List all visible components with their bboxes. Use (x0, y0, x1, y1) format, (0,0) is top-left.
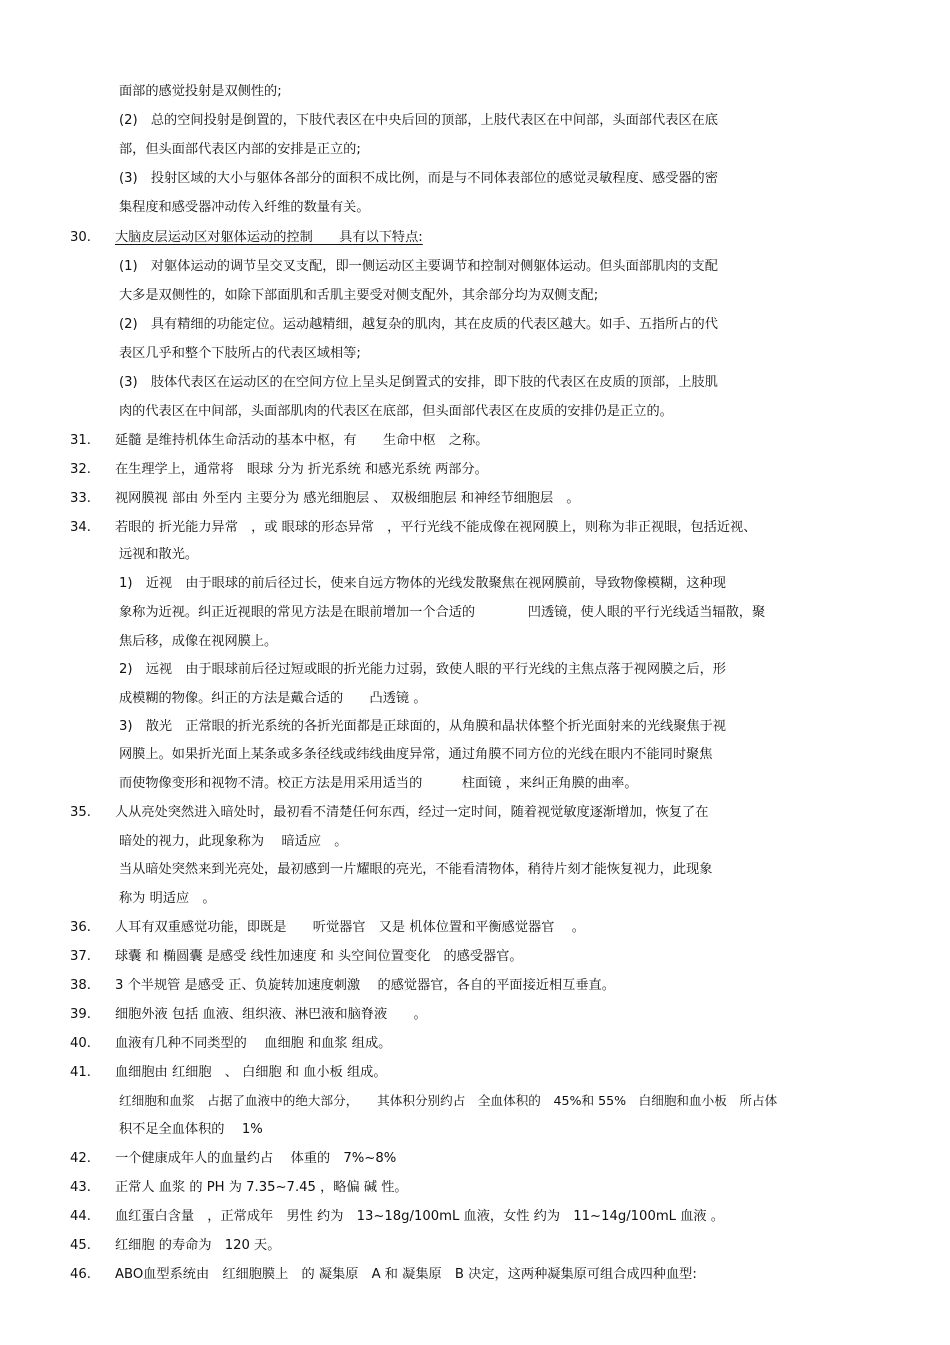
text-line: 在生理学上，通常将 眼球 分为 折光系统 和感光系统 两部分。 (115, 462, 488, 477)
item-number: 38. (70, 978, 91, 993)
item-number: 32. (70, 462, 91, 477)
text-line: 而使物像变形和视物不清。校正方法是用采用适当的 柱面镜 ，来纠正角膜的曲率。 (119, 776, 638, 791)
item-number: 31. (70, 433, 91, 448)
text-line: (1) 对躯体运动的调节呈交叉支配，即一侧运动区主要调节和控制对侧躯体运动。但头面部肌肉的支配 (119, 259, 718, 274)
item-number: 45. (70, 1238, 91, 1253)
text-line: 远视和散光。 (119, 547, 199, 562)
item-number: 43. (70, 1180, 91, 1195)
text-line: 人从亮处突然进入暗处时，最初看不清楚任何东西，经过一定时间，随着视觉敏度逐渐增加，恢复了在 (115, 805, 709, 820)
text-line: 血细胞由 红细胞 、 白细胞 和 血小板 组成。 (115, 1065, 387, 1080)
item-number: 35. (70, 805, 91, 820)
text-line: 部，但头面部代表区内部的安排是正立的; (119, 142, 361, 157)
text-line: 表区几乎和整个下肢所占的代表区域相等; (119, 346, 361, 361)
text-line: 焦后移，成像在视网膜上。 (119, 634, 278, 649)
text-line: (2) 具有精细的功能定位。运动越精细，越复杂的肌肉，其在皮质的代表区越大。如手、五指所占的代 (119, 317, 718, 332)
text-line: 若眼的 折光能力异常 ，或 眼球的形态异常 ，平行光线不能成像在视网膜上，则称为非正视眼，包括近视、 (115, 520, 757, 535)
text-line: (2) 总的空间投射是倒置的，下肢代表区在中央后回的顶部，上肢代表区在中间部，头面部代表区在底 (119, 113, 718, 128)
text-line: 一个健康成年人的血量约占 体重的 7%~8% (115, 1151, 397, 1166)
text-line: (3) 投射区域的大小与躯体各部分的面积不成比例，而是与不同体表部位的感觉灵敏程度、感受器的密 (119, 171, 718, 186)
text-line: 当从暗处突然来到光亮处，最初感到一片耀眼的亮光，不能看清物体，稍待片刻才能恢复视力，此现象 (119, 862, 713, 877)
text-line: 延髓 是维持机体生命活动的基本中枢，有 生命中枢 之称。 (115, 433, 489, 448)
item-number: 39. (70, 1007, 91, 1022)
text-line: 面部的感觉投射是双侧性的; (119, 84, 282, 99)
text-line: 大多是双侧性的，如除下部面肌和舌肌主要受对侧支配外，其余部分均为双侧支配; (119, 288, 599, 303)
item-number: 30. (70, 230, 91, 245)
text-line: 正常人 血浆 的 PH 为 7.35~7.45 ，略偏 碱 性。 (115, 1180, 408, 1195)
item-number: 36. (70, 920, 91, 935)
text-line: 人耳有双重感觉功能，即既是 听觉器官 又是 机体位置和平衡感觉器官 。 (115, 920, 585, 935)
text-line: 血红蛋白含量 ，正常成年 男性 约为 13~18g/100mL 血液，女性 约为 11~14g/100mL 血液 。 (115, 1209, 724, 1224)
item-number: 40. (70, 1036, 91, 1051)
text-line: 3) 散光 正常眼的折光系统的各折光面都是正球面的，从角膜和晶状体整个折光面射来的光线聚焦于视 (119, 719, 726, 734)
text-line: 细胞外液 包括 血液、组织液、淋巴液和脑脊液 。 (115, 1007, 427, 1022)
text-line: (3) 肢体代表区在运动区的在空间方位上呈头足倒置式的安排，即下肢的代表区在皮质的顶部，上肢肌 (119, 375, 718, 390)
text-line: 网膜上。如果折光面上某条或多条径线或纬线曲度异常，通过角膜不同方位的光线在眼内不能同时聚焦 (119, 747, 713, 762)
text-line: 象称为近视。纠正近视眼的常见方法是在眼前增加一个合适的 凹透镜，使人眼的平行光线适当辐散，聚 (119, 605, 766, 620)
text-line: 红细胞 的寿命为 120 天。 (115, 1238, 281, 1253)
item-number: 44. (70, 1209, 91, 1224)
text-line: 成模糊的物像。纠正的方法是戴合适的 凸透镜 。 (119, 691, 427, 706)
text-line: 暗处的视力，此现象称为 暗适应 。 (119, 834, 348, 849)
item-number: 37. (70, 949, 91, 964)
text-line: 大脑皮层运动区对躯体运动的控制 具有以下特点: (115, 230, 423, 245)
item-number: 33. (70, 491, 91, 506)
item-number: 34. (70, 520, 91, 535)
text-line: 集程度和感受器冲动传入纤维的数量有关。 (119, 200, 370, 215)
text-line: 3 个半规管 是感受 正、负旋转加速度刺激 的感觉器官，各自的平面接近相互垂直。 (115, 978, 615, 993)
item-number: 41. (70, 1065, 91, 1080)
text-line: 血液有几种不同类型的 血细胞 和血浆 组成。 (115, 1036, 392, 1051)
text-line: ABO血型系统由 红细胞膜上 的 凝集原 A 和 凝集原 B 决定，这两种凝集原可组合成四种血型: (115, 1267, 697, 1282)
text-line: 积不足全血体积的 1% (119, 1122, 263, 1137)
text-line: 视网膜视 部由 外至内 主要分为 感光细胞层 、 双极细胞层 和神经节细胞层 。 (115, 491, 580, 506)
text-line: 肉的代表区在中间部，头面部肌肉的代表区在底部，但头面部代表区在皮质的安排仍是正立的。 (119, 404, 673, 419)
item-number: 42. (70, 1151, 91, 1166)
text-line: 称为 明适应 。 (119, 891, 216, 906)
text-line: 红细胞和血浆 占据了血液中的绝大部分， 其体积分别约占 全血体积的 45%和 55% 白细胞和血小板 所占体 (119, 1093, 778, 1108)
text-line: 1) 近视 由于眼球的前后径过长，使来自远方物体的光线发散聚焦在视网膜前，导致物像模糊，这种现 (119, 576, 726, 591)
item-number: 46. (70, 1267, 91, 1282)
text-line: 球囊 和 椭圆囊 是感受 线性加速度 和 头空间位置变化 的感受器官。 (115, 949, 523, 964)
text-line: 2) 远视 由于眼球前后径过短或眼的折光能力过弱，致使人眼的平行光线的主焦点落于视网膜之后，形 (119, 662, 726, 677)
